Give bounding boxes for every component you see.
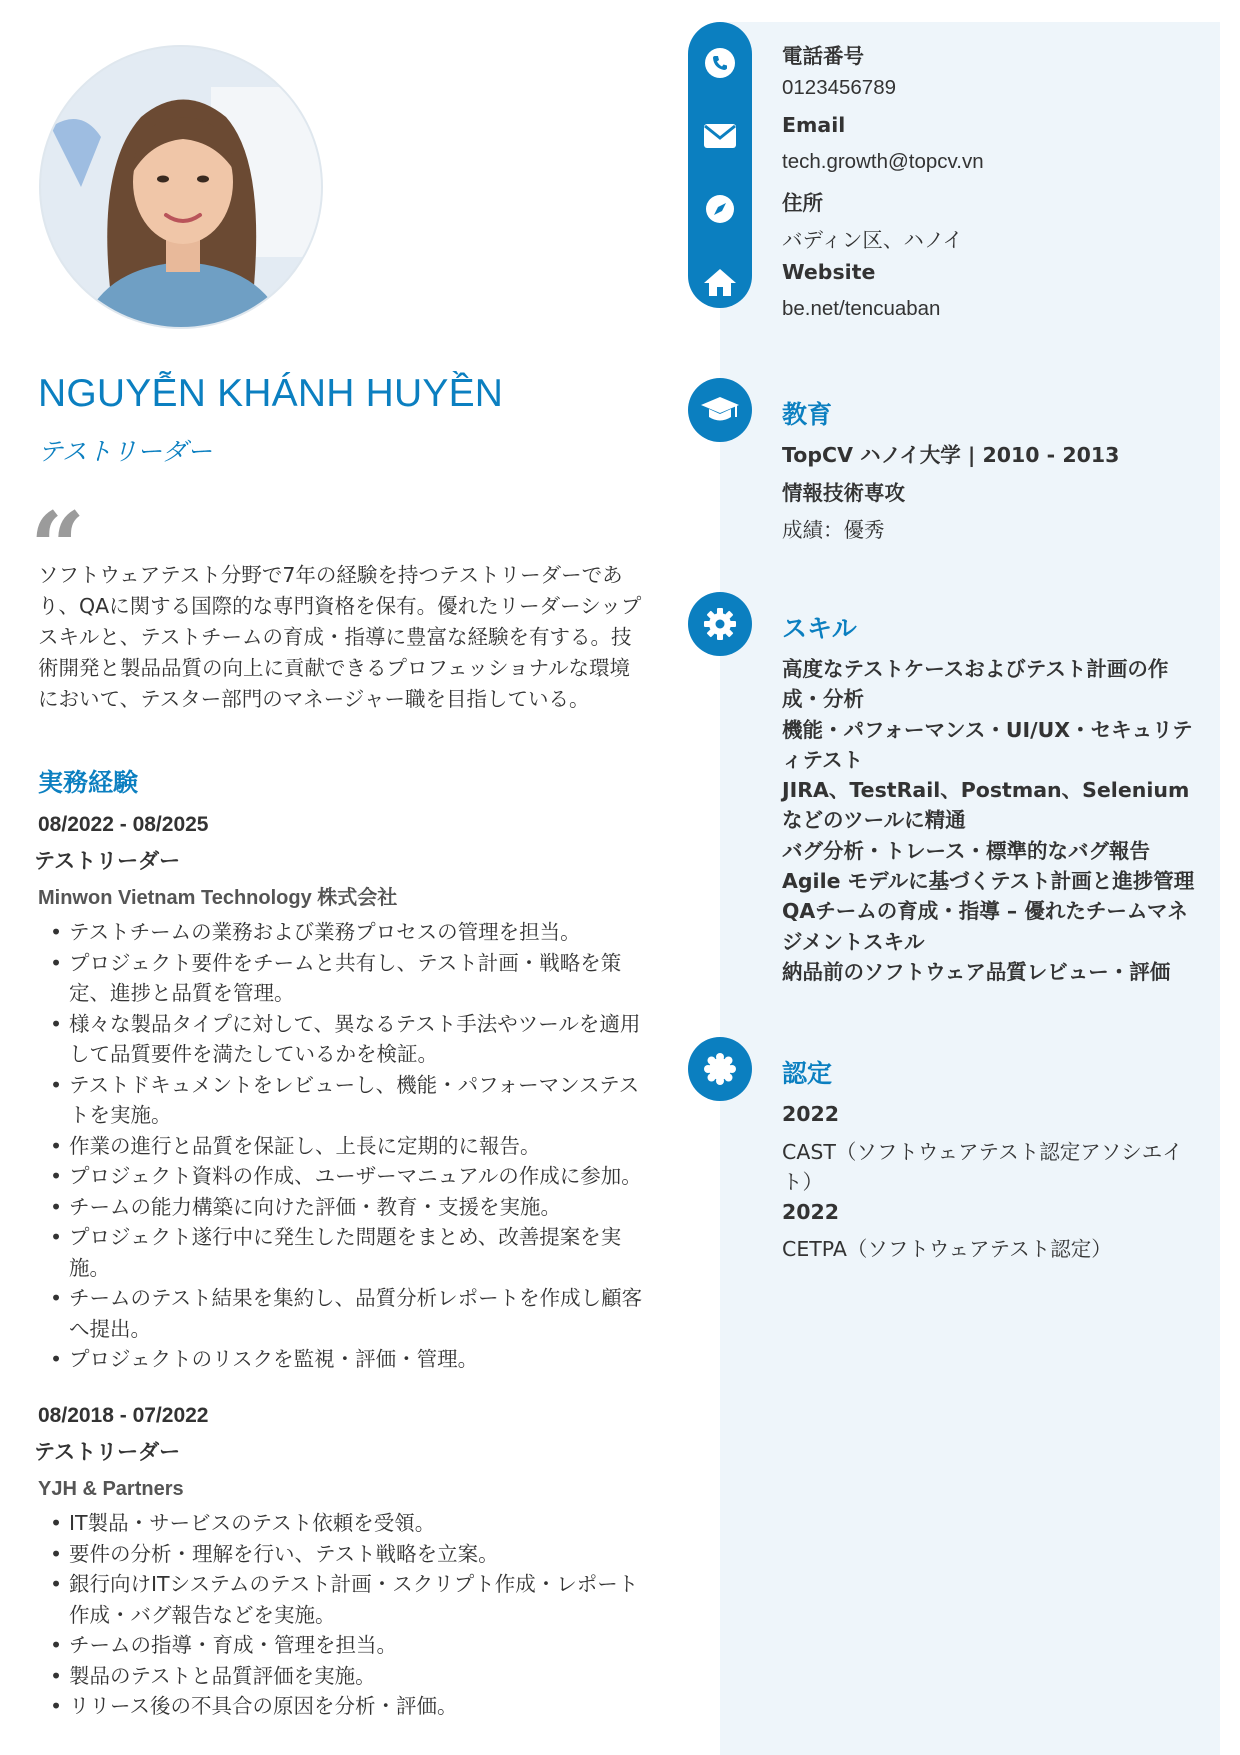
- cert-year: 2022: [782, 1200, 840, 1224]
- list-item: • 製品のテストと品質評価を実施。: [50, 1661, 654, 1692]
- email-label: Email: [782, 113, 846, 137]
- address-value: バディン区、ハノイ: [782, 229, 964, 252]
- job-bullets: [34, 917, 654, 1375]
- phone-icon: [688, 31, 752, 95]
- profile-photo: [39, 45, 323, 329]
- list-item: • プロジェクト資料の作成、ユーザーマニュアルの作成に参加。: [50, 1161, 654, 1192]
- badge-icon: [688, 1037, 752, 1101]
- list-item: • 様々な製品タイプに対して、異なるテスト手法やツールを適用して品質要件を満たしているかを検証。: [50, 1009, 654, 1070]
- list-item: QAチームの育成・指導 – 優れたチームマネジメントスキル: [782, 899, 1188, 954]
- job-entry: [34, 806, 654, 1375]
- gear-icon: [688, 592, 752, 656]
- education-grade: 成績：優秀: [782, 518, 885, 542]
- list-item: 納品前のソフトウェア品質レビュー・評価: [782, 959, 1171, 984]
- list-item: • チームの指導・育成・管理を担当。: [50, 1630, 654, 1661]
- list-item: Agile モデルに基づくテスト計画と進捗管理: [782, 869, 1195, 894]
- summary-text: ソフトウェアテスト分野で7年の経験を持つテストリーダーであり、QAに関する国際的な専門資格を保有。優れたリーダーシップスキルと、テストチームの育成・指導に豊富な経験を有する。技術開発と製品品質の向上に貢献できるプロフェッショナルな環境において、テスター部門のマネージャー職を目指している。: [38, 563, 642, 711]
- list-item: バグ分析・トレース・標準的なバグ報告: [782, 838, 1150, 863]
- skills-list: [782, 654, 1202, 987]
- list-item: • プロジェクト遂行中に発生した問題をまとめ、改善提案を実施。: [50, 1222, 654, 1283]
- cert-year: 2022: [782, 1102, 840, 1126]
- list-item: • 要件の分析・理解を行い、テスト戦略を立案。: [50, 1539, 654, 1570]
- mail-icon: [688, 104, 752, 168]
- job-entry: [34, 1397, 654, 1722]
- list-item: • チームの能力構築に向けた評価・教育・支援を実施。: [50, 1192, 654, 1223]
- list-item: • チームのテスト結果を集約し、品質分析レポートを作成し顧客へ提出。: [50, 1283, 654, 1344]
- education-title: 教育: [782, 400, 833, 429]
- cert-name: CETPA（ソフトウェアテスト認定）: [782, 1237, 1112, 1261]
- job-role: テストリーダー: [38, 437, 213, 466]
- home-icon: [688, 250, 752, 314]
- website-label: Website: [782, 260, 876, 284]
- job-bullets: [34, 1508, 654, 1722]
- list-item: • リリース後の不具合の原因を分析・評価。: [50, 1691, 654, 1722]
- education-school: TopCV ハノイ大学 | 2010 - 2013: [782, 443, 1120, 467]
- full-name: NGUYỄN KHÁNH HUYỀN: [38, 372, 504, 415]
- education-major: 情報技術専攻: [782, 481, 905, 505]
- list-item: • プロジェクト要件をチームと共有し、テスト計画・戦略を策定、進捗と品質を管理。: [50, 948, 654, 1009]
- list-item: • テストドキュメントをレビューし、機能・パフォーマンステストを実施。: [50, 1070, 654, 1131]
- contact-icon-bar: [688, 22, 752, 308]
- job-company: Minwon Vietnam Technology 株式会社: [38, 887, 398, 909]
- certifications-title: 認定: [782, 1059, 833, 1088]
- job-title: テストリーダー: [34, 849, 181, 873]
- cert-name: CAST（ソフトウェアテスト認定アソシエイト）: [782, 1140, 1183, 1194]
- list-item: JIRA、TestRail、Postman、Selenium などのツールに精通: [782, 778, 1190, 833]
- phone-value: 0123456789: [782, 76, 897, 99]
- email-value: tech.growth@topcv.vn: [782, 150, 984, 173]
- list-item: 機能・パフォーマンス・UI/UX・セキュリティテスト: [782, 717, 1193, 772]
- job-title: テストリーダー: [34, 1440, 181, 1464]
- list-item: • 銀行向けITシステムのテスト計画・スクリプト作成・レポート作成・バグ報告などを実施。: [50, 1569, 654, 1630]
- list-item: • 作業の進行と品質を保証し、上長に定期的に報告。: [50, 1131, 654, 1162]
- avatar: [41, 47, 323, 329]
- phone-label: 電話番号: [782, 44, 864, 68]
- list-item: 高度なテストケースおよびテスト計画の作成・分析: [782, 657, 1169, 712]
- skills-title: スキル: [782, 614, 857, 643]
- address-label: 住所: [782, 191, 823, 215]
- job-company: YJH & Partners: [38, 1478, 184, 1500]
- job-date: 08/2022 - 08/2025: [38, 813, 209, 836]
- compass-icon: [688, 177, 752, 241]
- job-date: 08/2018 - 07/2022: [38, 1404, 209, 1427]
- experience-title: 実務経験: [38, 768, 139, 797]
- list-item: • プロジェクトのリスクを監視・評価・管理。: [50, 1344, 654, 1375]
- quote-icon: “: [30, 500, 86, 560]
- graduation-cap-icon: [688, 378, 752, 442]
- website-value: be.net/tencuaban: [782, 297, 941, 320]
- list-item: • テストチームの業務および業務プロセスの管理を担当。: [50, 917, 654, 948]
- list-item: • IT製品・サービスのテスト依頼を受領。: [50, 1508, 654, 1539]
